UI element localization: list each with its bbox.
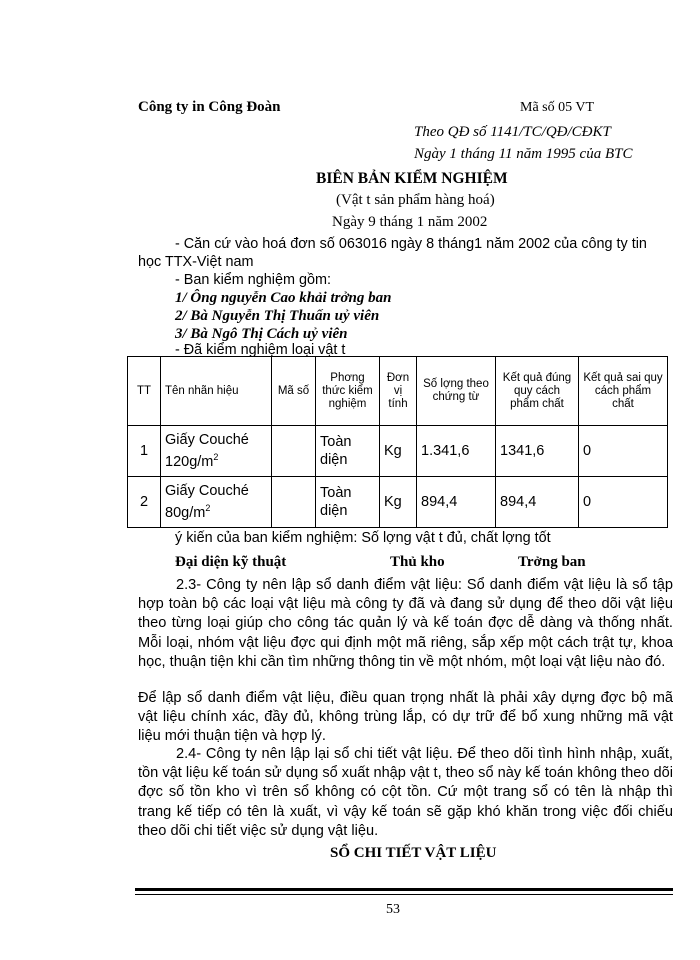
header-code: Mã số <box>272 357 316 426</box>
cell-tt: 2 <box>128 477 161 528</box>
paragraph-2-3-text: 2.3- Công ty nên lập sổ danh điểm vật liệu: Sổ danh điểm vật liệu là sổ tập hợp toàn bộ các loại vật liệu mà công ty đã và đang sử dụng để theo dõi vật liệu theo từng loại giúp cho công tác quản lý và kế toán đợc dễ dàng và thống nhất. Mỗi loại, nhóm vật liệu đợc qui định một mã riêng, sắp xếp một cách trật tự, khoa học, thuận tiện khi cần tìm những thông tin về một nhóm, một loại vật liệu nào đó. <box>138 577 673 670</box>
header-unit: Đơn vị tính <box>380 357 417 426</box>
cell-unit: Kg <box>380 426 417 477</box>
cell-ok: 894,4 <box>496 477 579 528</box>
cell-tt: 1 <box>128 426 161 477</box>
footer-rule-thick <box>135 888 673 891</box>
committee-label: - Ban kiểm nghiệm gồm: <box>175 272 331 288</box>
section-title: SỔ CHI TIẾT VẬT LIỆU <box>330 845 497 861</box>
committee-member-3: 3/ Bà Ngô Thị Cách uỷ viên <box>175 326 348 342</box>
header-ok: Kết quả đúng quy cách phẩm chất <box>496 357 579 426</box>
cell-unit: Kg <box>380 477 417 528</box>
header-tt: TT <box>128 357 161 426</box>
cell-code <box>272 477 316 528</box>
paragraph-2-4 <box>138 745 673 841</box>
decision-date: Ngày 1 tháng 11 năm 1995 của BTC <box>414 146 633 162</box>
header-bad: Kết quả sai quy cách phẩm chất <box>579 357 668 426</box>
item-size: 120g/m <box>165 453 214 470</box>
cell-bad: 0 <box>579 426 668 477</box>
cell-code <box>272 426 316 477</box>
signature-storekeeper: Thủ kho <box>390 554 445 570</box>
paragraph-codebook <box>138 689 673 747</box>
paragraph-codebook-text: Để lập sổ danh điểm vật liệu, điều quan trọng nhất là phải xây dựng đợc bộ mã vật liệu chính xác, đầy đủ, không trùng lắp, có dự trữ để bổ xung những mã vật liệu mới thuận tiện và hợp lý. <box>138 690 673 745</box>
item-name: Giấy Couché <box>165 483 249 500</box>
header-method: Phơng thức kiểm nghiệm <box>316 357 380 426</box>
item-size-exp: 2 <box>205 503 211 514</box>
table-header-row <box>128 357 668 426</box>
cell-qty: 894,4 <box>417 477 496 528</box>
company-name: Công ty in Công Đoàn <box>138 99 281 115</box>
document-subtitle: (Vật t sản phẩm hàng hoá) <box>336 192 495 208</box>
footer-rule-thin <box>135 894 673 895</box>
cell-name <box>161 426 272 477</box>
table-row <box>128 426 668 477</box>
table-row <box>128 477 668 528</box>
item-size-exp: 2 <box>213 452 219 463</box>
decision-reference: Theo QĐ số 1141/TC/QĐ/CĐKT <box>414 124 611 140</box>
committee-member-1: 1/ Ông nguyễn Cao khải trởng ban <box>175 290 392 306</box>
cell-ok: 1341,6 <box>496 426 579 477</box>
cell-name <box>161 477 272 528</box>
header-qty-doc: Số lợng theo chứng từ <box>417 357 496 426</box>
item-size: 80g/m <box>165 504 206 521</box>
cell-bad: 0 <box>579 477 668 528</box>
document-date: Ngày 9 tháng 1 năm 2002 <box>332 214 488 230</box>
form-code: Mã số 05 VT <box>520 100 595 115</box>
committee-opinion: ý kiến của ban kiểm nghiệm: Số lợng vật t đủ, chất lợng tốt <box>175 530 551 546</box>
cell-qty: 1.341,6 <box>417 426 496 477</box>
basis-line-cont: học TTX-Việt nam <box>138 254 254 270</box>
cell-method: Toàn diện <box>316 477 380 528</box>
page-number: 53 <box>386 902 400 917</box>
inspected-label: - Đã kiểm nghiệm loại vật t <box>175 342 346 358</box>
inspection-table <box>127 356 668 528</box>
cell-method: Toàn diện <box>316 426 380 477</box>
header-name: Tên nhãn hiệu <box>161 357 272 426</box>
paragraph-2-3 <box>138 576 673 672</box>
signature-head: Trởng ban <box>518 554 586 570</box>
basis-line: - Căn cứ vào hoá đơn số 063016 ngày 8 tháng1 năm 2002 của công ty tin <box>175 236 647 252</box>
paragraph-2-4-text: 2.4- Công ty nên lập lại sổ chi tiết vật liệu. Để theo dõi tình hình nhập, xuất, tồn vật liệu kế toán sử dụng sổ xuất nhập vật t, theo sổ này kế toán không theo dõi đợc số tồn kho vì trên sổ không có cột tồn. Cứ một trang sổ có tên là nhập thì trang kế tiếp có tên là xuất, vì vậy kế toán sẽ gặp khó khăn trong việc đối chiếu theo dõi chi tiết việc sử dụng vật liệu. <box>138 746 673 839</box>
document-title: BIÊN BẢN KIỂM NGHIỆM <box>316 170 508 187</box>
signature-technical: Đại diện kỹ thuật <box>175 554 287 570</box>
committee-member-2: 2/ Bà Nguyễn Thị Thuấn uỷ viên <box>175 308 380 324</box>
item-name: Giấy Couché <box>165 432 249 449</box>
